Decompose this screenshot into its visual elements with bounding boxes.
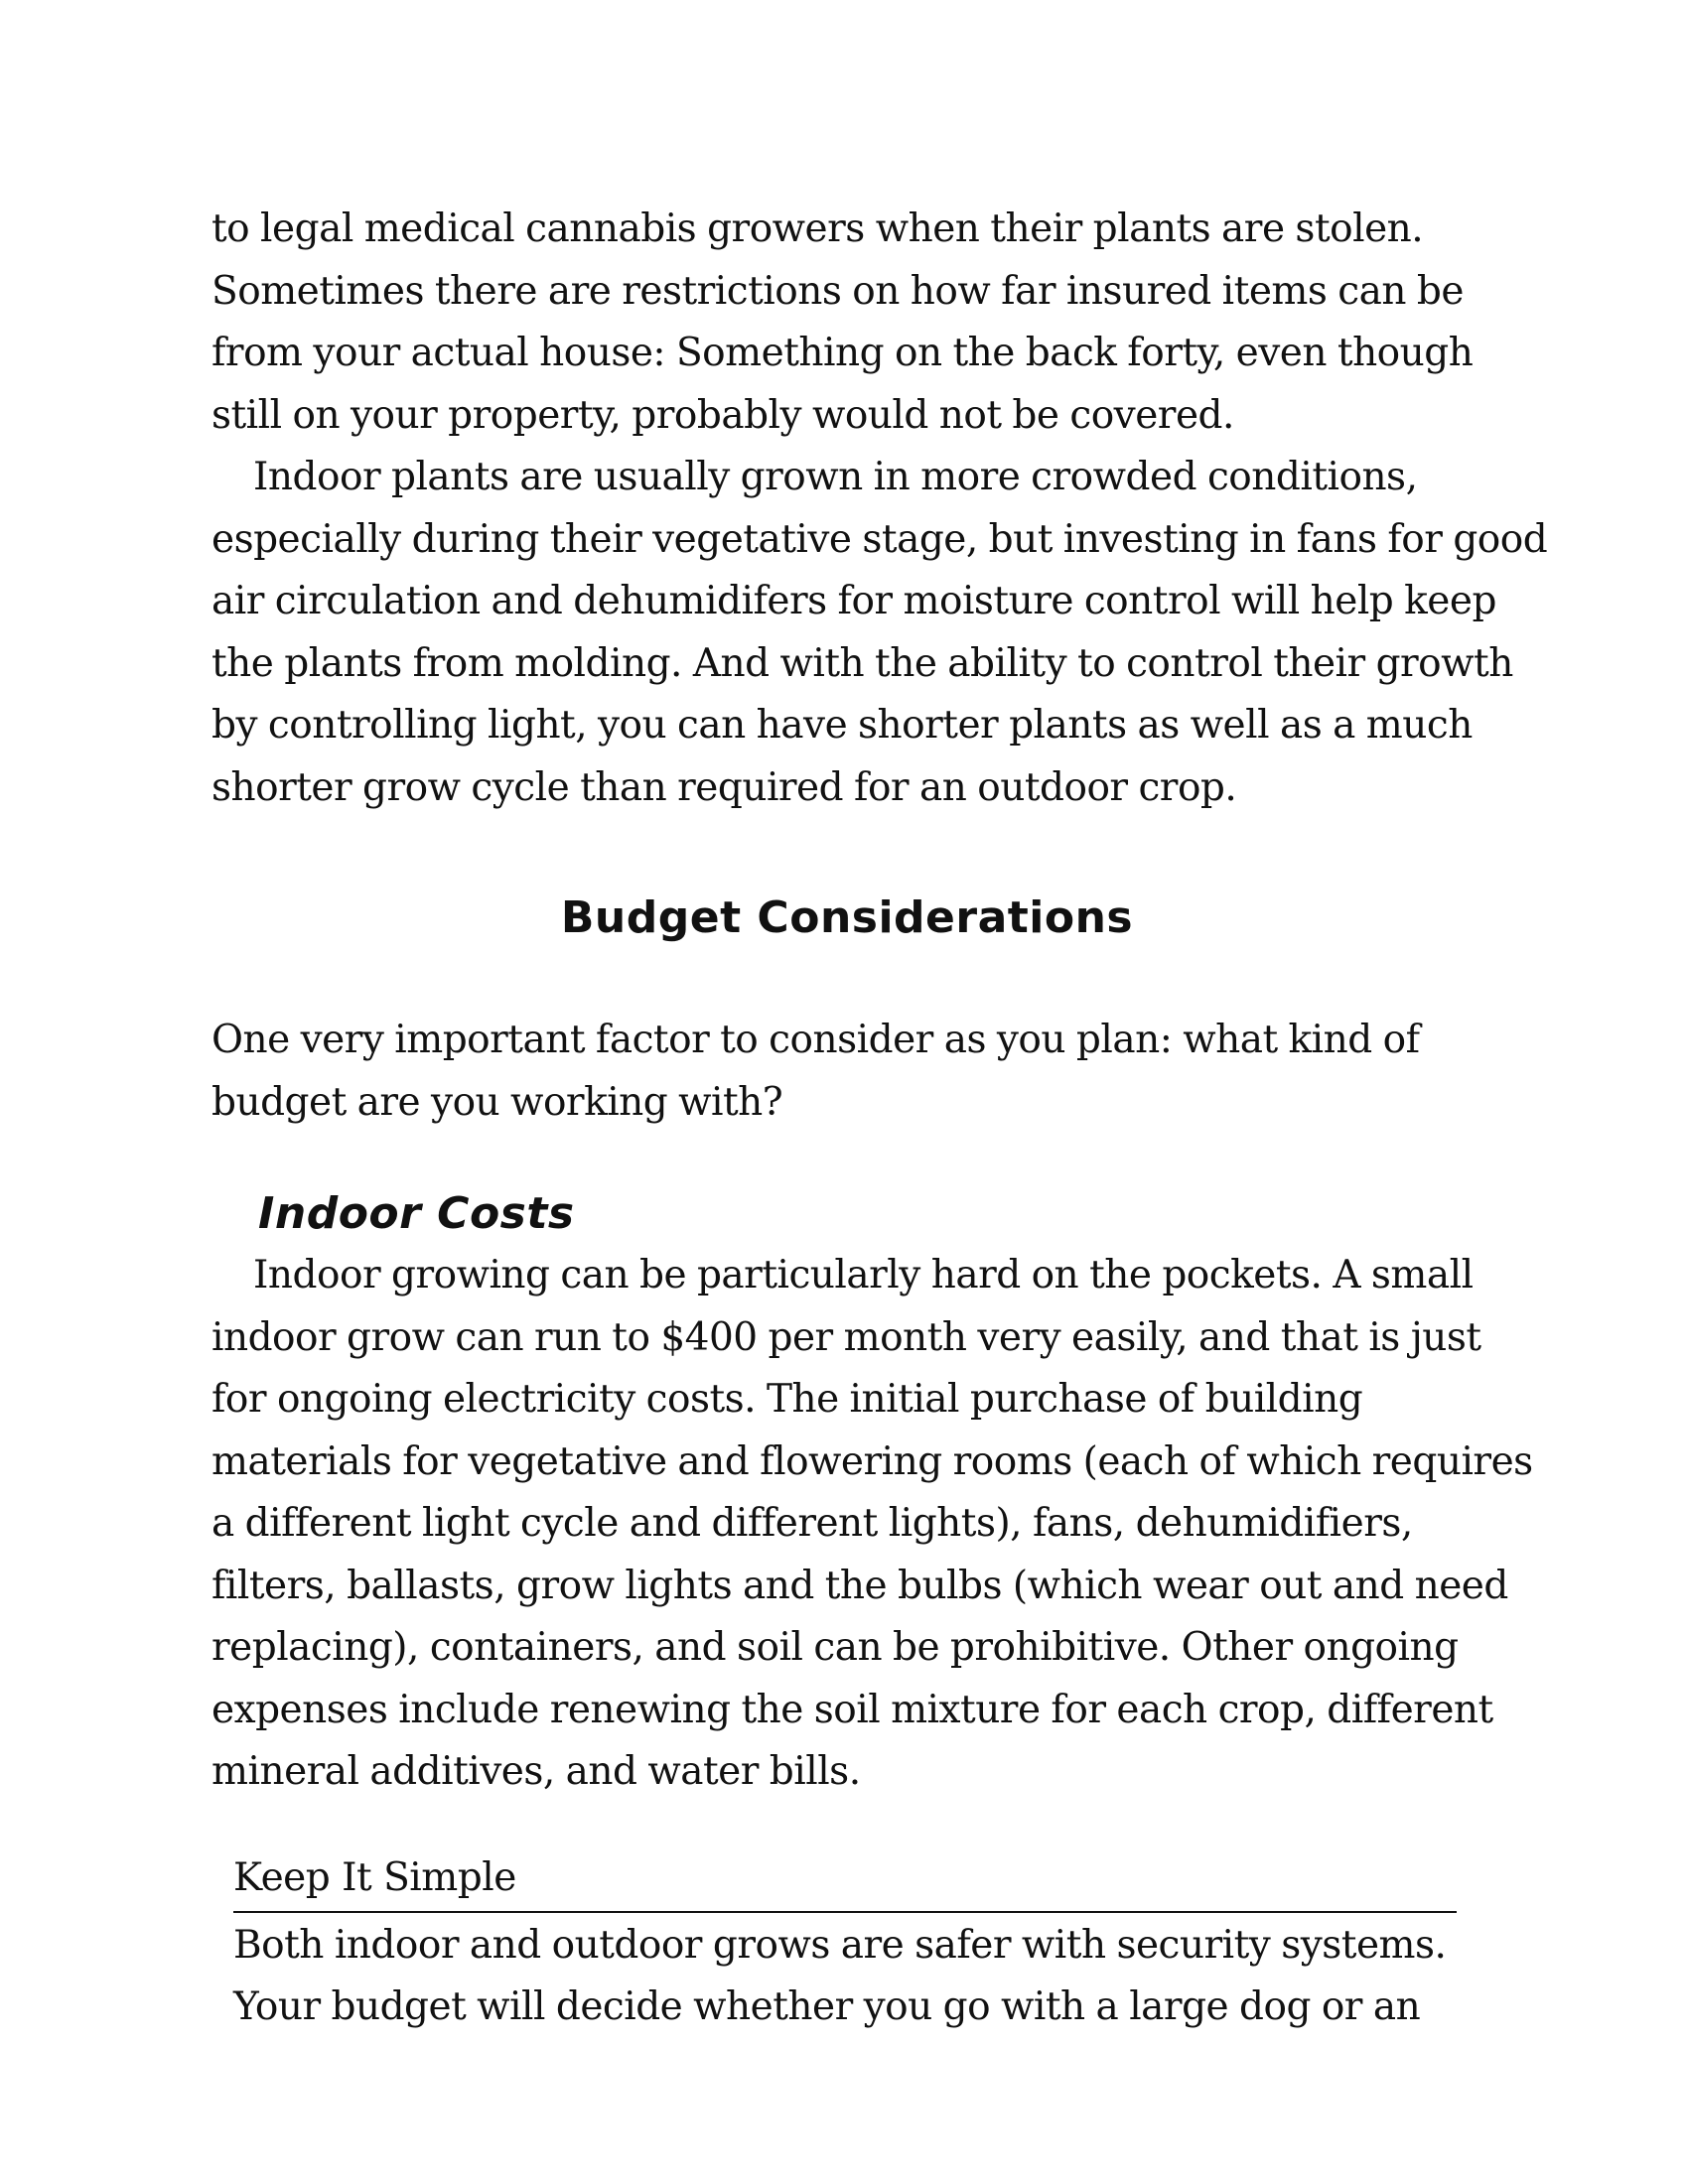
heading-budget-considerations: Budget Considerations xyxy=(560,892,1134,943)
paragraph-indoor-plants xyxy=(211,447,1548,819)
text-line: still on your property, probably would not be covered. xyxy=(211,392,1234,438)
text-line: the plants from molding. And with the ability to control their growth xyxy=(211,640,1513,686)
text-line: Both indoor and outdoor grows are safer with security systems. xyxy=(233,1922,1447,1968)
text-line: materials for vegetative and flowering rooms (each of which requires xyxy=(211,1438,1533,1484)
text-line: Indoor plants are usually grown in more crowded conditions, xyxy=(253,455,1418,499)
text-line: One very important factor to consider as you plan: what kind of xyxy=(211,1018,1420,1062)
text-line: by controlling light, you can have shorter plants as well as a much xyxy=(211,703,1473,748)
text-line: from your actual house: Something on the back forty, even though xyxy=(211,331,1474,375)
text-line: budget are you working with? xyxy=(211,1079,783,1125)
text-line: replacing), containers, and soil can be prohibitive. Other ongoing xyxy=(211,1625,1459,1670)
text-line: a different light cycle and different lights), fans, dehumidifiers, xyxy=(211,1501,1413,1546)
text-line: indoor grow can run to $400 per month very easily, and that is just xyxy=(211,1314,1481,1360)
text-line: for ongoing electricity costs. The initial purchase of building xyxy=(211,1377,1363,1422)
paragraph-insurance xyxy=(211,199,1482,447)
paragraph-indoor-costs xyxy=(211,1245,1533,1804)
text-line: to legal medical cannabis growers when their plants are stolen. xyxy=(211,206,1424,251)
text-line: air circulation and dehumidifers for moisture control will help keep xyxy=(211,579,1496,623)
paragraph-budget-intro xyxy=(211,1010,1482,1134)
text-line: Your budget will decide whether you go with a large dog or an xyxy=(233,1984,1421,2029)
document-page xyxy=(211,199,1548,2039)
sidebar-title: Keep It Simple xyxy=(233,1849,1457,1913)
text-line: expenses include renewing the soil mixture for each crop, different xyxy=(211,1687,1493,1732)
text-line: filters, ballasts, grow lights and the bulbs (which wear out and need xyxy=(211,1563,1508,1608)
text-line: Indoor growing can be particularly hard on the pockets. A small xyxy=(253,1253,1474,1297)
text-line: Sometimes there are restrictions on how far insured items can be xyxy=(211,268,1464,314)
sidebar-box-keep-it-simple xyxy=(233,1849,1457,2039)
heading-indoor-costs: Indoor Costs xyxy=(258,1188,575,1239)
text-line: especially during their vegetative stage, but investing in fans for good xyxy=(211,516,1548,562)
text-line: mineral additives, and water bills. xyxy=(211,1749,861,1794)
sidebar-body xyxy=(233,1913,1457,2039)
text-line: shorter grow cycle than required for an outdoor crop. xyxy=(211,764,1237,810)
